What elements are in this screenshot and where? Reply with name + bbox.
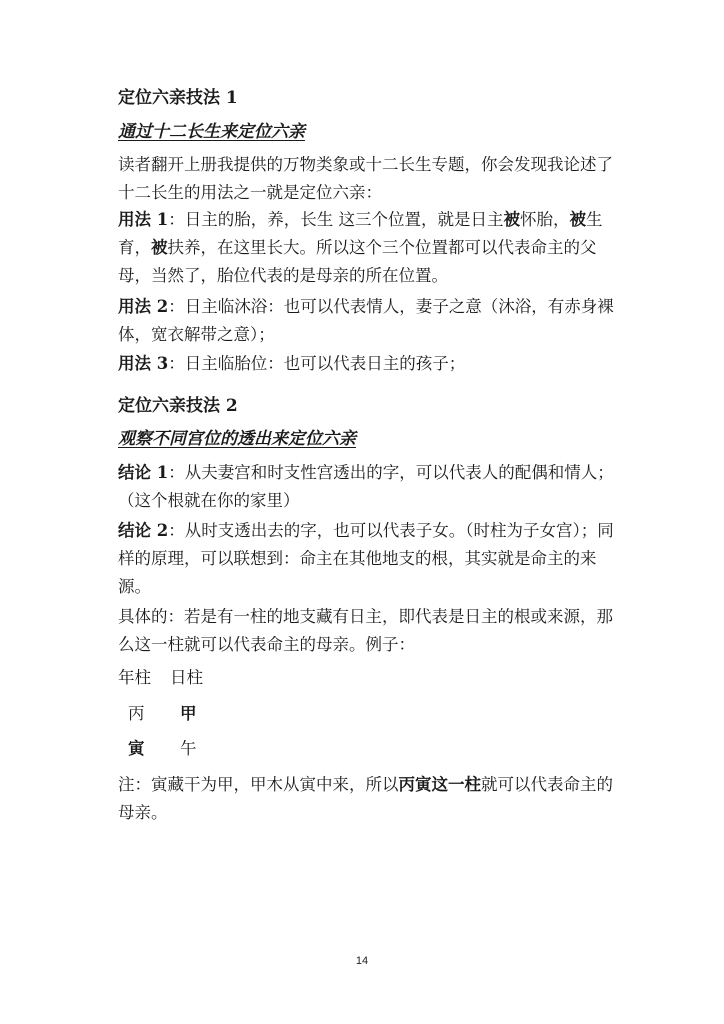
pillar-header-year: 年柱 [118, 668, 151, 687]
usage3-text: ：日主临胎位：也可以代表日主的孩子； [168, 354, 466, 373]
usage3-label: 用法 3 [118, 354, 169, 373]
section2-subheading: 观察不同宫位的透出来定位六亲 [118, 429, 356, 449]
conclusion1-text: ：从夫妻宫和时支性宫透出的字，可以代表人的配偶和情人；（这个根就在你的家里） [118, 463, 614, 510]
usage1-bold-bei-1: 被 [503, 210, 520, 229]
usage1-text-c: 生育， [118, 210, 603, 257]
pillar-branch-day: 午 [180, 739, 197, 758]
conclusion2-label: 结论 2 [118, 521, 169, 540]
pillar-stem-year: 丙 [128, 704, 145, 723]
page-number: 14 [355, 955, 369, 967]
section2-heading: 定位六亲技法 2 [118, 396, 238, 416]
usage1-label: 用法 1 [118, 210, 169, 229]
usage2-text: ：日主临沐浴：也可以代表情人，妻子之意（沐浴，有赤身裸体，宽衣解带之意）； [118, 297, 614, 344]
pillar-header-day: 日柱 [170, 668, 203, 687]
section1-intro: 读者翻开上册我提供的万物类象或十二长生专题，你会发现我论述了十二长生的用法之一就是定位六亲： [118, 155, 613, 202]
usage1-paragraph [118, 206, 628, 290]
pillar-stems-row [128, 700, 232, 728]
pillar-branch-year: 寅 [128, 739, 145, 758]
pillar-stem-day: 甲 [180, 704, 197, 723]
section1-subheading: 通过十二长生来定位六亲 [118, 122, 305, 142]
conclusion1-label: 结论 1 [118, 463, 169, 482]
conclusion1-paragraph [118, 459, 628, 515]
usage3-paragraph [118, 350, 628, 378]
usage1-text-a: ：日主的胎，养，长生 这三个位置，就是日主 [168, 210, 504, 229]
usage1-text-b: 怀胎， [519, 210, 570, 229]
note-prefix: 注：寅藏干为甲，甲木从寅中来，所以 [118, 775, 399, 794]
section1-heading: 定位六亲技法 1 [118, 88, 238, 108]
usage2-label: 用法 2 [118, 297, 169, 316]
note-bold: 丙寅这一柱 [398, 775, 481, 794]
conclusion2-text: ：从时支透出去的字，也可以代表子女。（时柱为子女宫）；同样的原理，可以联想到：命主在其他地支的根，其实就是命主的来源。 [118, 521, 614, 596]
specific-paragraph: 具体的：若是有一柱的地支藏有日主，即代表是日主的根或来源，那么这一柱就可以代表命主的母亲。例子： [118, 607, 613, 654]
usage1-bold-bei-2: 被 [569, 210, 586, 229]
conclusion2-paragraph [118, 517, 628, 601]
usage1-bold-bei-3: 被 [151, 238, 168, 257]
usage2-paragraph [118, 293, 628, 349]
pillar-branches-row [128, 735, 232, 763]
usage1-text-d: 扶养，在这里长大。所以这个三个位置都可以代表命主的父母，当然了，胎位代表的是母亲的所在位置。 [118, 238, 597, 285]
note-suffix: 就可以代表命主的母亲。 [118, 775, 613, 822]
note-paragraph [118, 771, 628, 827]
pillar-header-row [118, 664, 222, 692]
